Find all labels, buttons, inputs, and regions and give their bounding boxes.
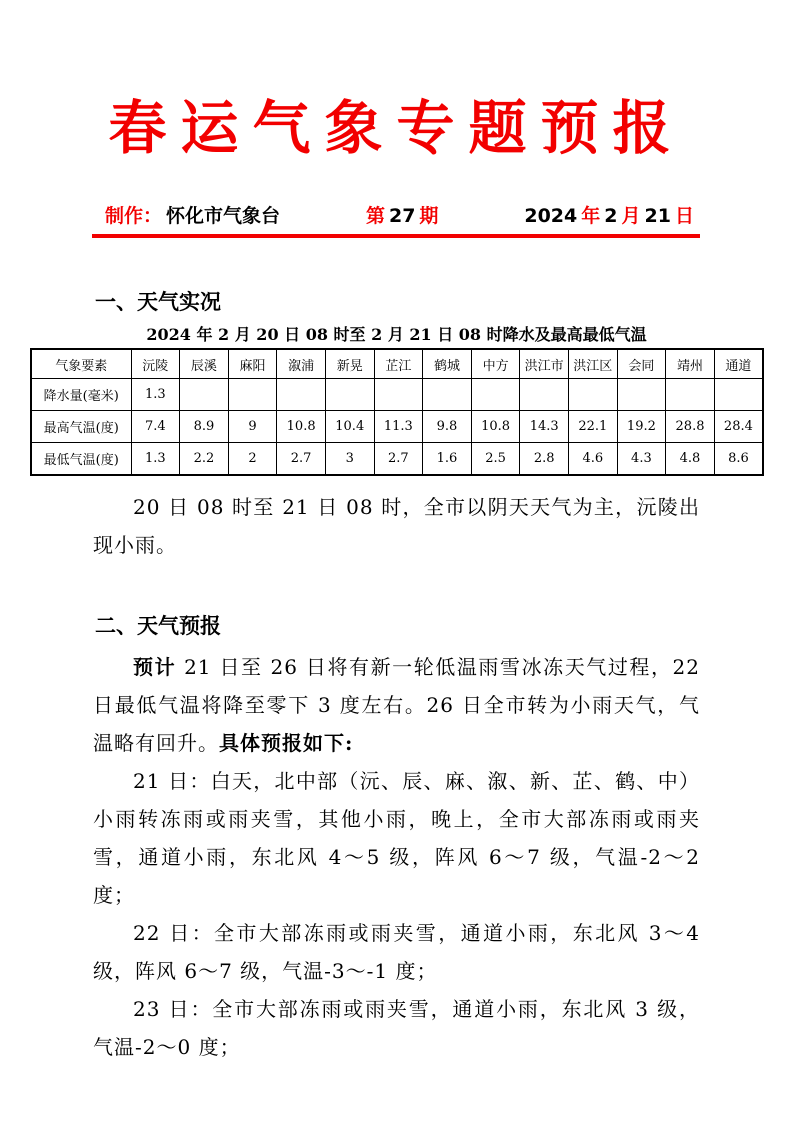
cell: 2 — [228, 443, 277, 476]
forecast-day-23: 23 日：全市大部冻雨或雨夹雪，通道小雨，东北风 3 级，气温-2～0 度； — [93, 997, 700, 1059]
col-header-xinhuang: 新晃 — [325, 349, 374, 379]
document-title: 春运气象专题预报 — [108, 94, 685, 162]
cell: 2.8 — [520, 443, 569, 476]
cell — [471, 379, 520, 411]
cell: 8.9 — [180, 411, 229, 443]
cell: 8.6 — [714, 443, 763, 476]
cell: 1.3 — [131, 379, 180, 411]
col-header-element: 气象要素 — [31, 349, 131, 379]
weather-table — [30, 348, 764, 476]
cell — [568, 379, 617, 411]
col-header-yuanling: 沅陵 — [131, 349, 180, 379]
col-header-jingzhou: 靖州 — [666, 349, 715, 379]
cell: 1.3 — [131, 443, 180, 476]
cell: 14.3 — [520, 411, 569, 443]
date-year: 2024 — [524, 205, 578, 227]
cell: 9.8 — [423, 411, 472, 443]
section-weather-forecast — [0, 612, 793, 1066]
table-row-max-temp — [31, 411, 763, 443]
forecast-intro-paragraph — [93, 648, 700, 762]
cell — [666, 379, 715, 411]
cell: 2.7 — [374, 443, 423, 476]
cell — [325, 379, 374, 411]
col-header-tongdao: 通道 — [714, 349, 763, 379]
col-header-hongjiangshi: 洪江市 — [520, 349, 569, 379]
cell: 4.6 — [568, 443, 617, 476]
table-row-precipitation — [31, 379, 763, 411]
row-label: 最高气温(度) — [31, 411, 131, 443]
forecast-intro-text: 21 日至 26 日将有新一轮低温雨雪冰冻天气过程，22 日最低气温将降至零下 3 度左右。26 日全市转为小雨天气，气温略有回升。 — [93, 655, 700, 755]
masthead — [103, 203, 696, 229]
cell: 7.4 — [131, 411, 180, 443]
cell: 9 — [228, 411, 277, 443]
date-month: 2 — [604, 205, 618, 227]
section2-heading: 二、天气预报 — [95, 614, 221, 638]
issue-prefix: 第 — [365, 205, 385, 227]
forecast-day-22: 22 日：全市大部冻雨或雨夹雪，通道小雨，东北风 3～4 级，阵风 6～7 级，气温-3～-1 度； — [93, 921, 700, 983]
cell — [228, 379, 277, 411]
date-month-unit: 月 — [621, 205, 641, 227]
row-label: 降水量(毫米) — [31, 379, 131, 411]
cell: 10.8 — [471, 411, 520, 443]
cell: 22.1 — [568, 411, 617, 443]
date-year-unit: 年 — [581, 205, 601, 227]
weather-table-title: 2024 年 2 月 20 日 08 时至 2 月 21 日 08 时降水及最高最低气温 — [146, 325, 647, 344]
table-header-row — [31, 349, 763, 379]
producer-label: 制作： — [105, 205, 163, 227]
cell — [277, 379, 326, 411]
date-day: 21 — [644, 205, 671, 227]
table-row-min-temp — [31, 443, 763, 476]
cell: 11.3 — [374, 411, 423, 443]
weather-summary-paragraph: 20 日 08 时至 21 日 08 时，全市以阴天天气为主，沅陵出现小雨。 — [93, 495, 700, 557]
issue-date — [522, 203, 696, 229]
cell: 4.3 — [617, 443, 666, 476]
cell: 28.4 — [714, 411, 763, 443]
cell — [617, 379, 666, 411]
col-header-hecheng: 鹤城 — [423, 349, 472, 379]
issue-suffix: 期 — [419, 205, 439, 227]
issue-number — [364, 203, 440, 229]
col-header-chenxi: 辰溪 — [180, 349, 229, 379]
col-header-mayang: 麻阳 — [228, 349, 277, 379]
cell — [423, 379, 472, 411]
row-label: 最低气温(度) — [31, 443, 131, 476]
forecast-day-21: 21 日：白天，北中部（沅、辰、麻、溆、新、芷、鹤、中）小雨转冻雨或雨夹雪，其他小雨，晚上，全市大部冻雨或雨夹雪，通道小雨，东北风 4～5 级，阵风 6～7 级，气温-2～2 度； — [93, 769, 700, 907]
col-header-hongjiangqu: 洪江区 — [568, 349, 617, 379]
header-divider — [92, 234, 700, 238]
forecast-intro-lead: 预计 — [133, 655, 177, 679]
section-weather-actual — [0, 288, 793, 564]
col-header-zhongfang: 中方 — [471, 349, 520, 379]
cell: 10.4 — [325, 411, 374, 443]
date-day-unit: 日 — [674, 205, 694, 227]
cell: 4.8 — [666, 443, 715, 476]
cell: 2.7 — [277, 443, 326, 476]
producer — [103, 203, 282, 229]
forecast-intro-tail: 具体预报如下: — [219, 731, 354, 755]
cell: 10.8 — [277, 411, 326, 443]
cell: 3 — [325, 443, 374, 476]
cell — [374, 379, 423, 411]
cell: 2.5 — [471, 443, 520, 476]
cell — [520, 379, 569, 411]
cell: 1.6 — [423, 443, 472, 476]
col-header-xupu: 溆浦 — [277, 349, 326, 379]
section1-heading: 一、天气实况 — [95, 290, 221, 314]
col-header-huitong: 会同 — [617, 349, 666, 379]
col-header-zhijiang: 芷江 — [374, 349, 423, 379]
cell: 19.2 — [617, 411, 666, 443]
weather-table-header — [31, 349, 763, 379]
cell — [714, 379, 763, 411]
producer-name: 怀化市气象台 — [166, 205, 281, 227]
cell — [180, 379, 229, 411]
cell: 28.8 — [666, 411, 715, 443]
issue-value: 27 — [388, 205, 416, 227]
cell: 2.2 — [180, 443, 229, 476]
